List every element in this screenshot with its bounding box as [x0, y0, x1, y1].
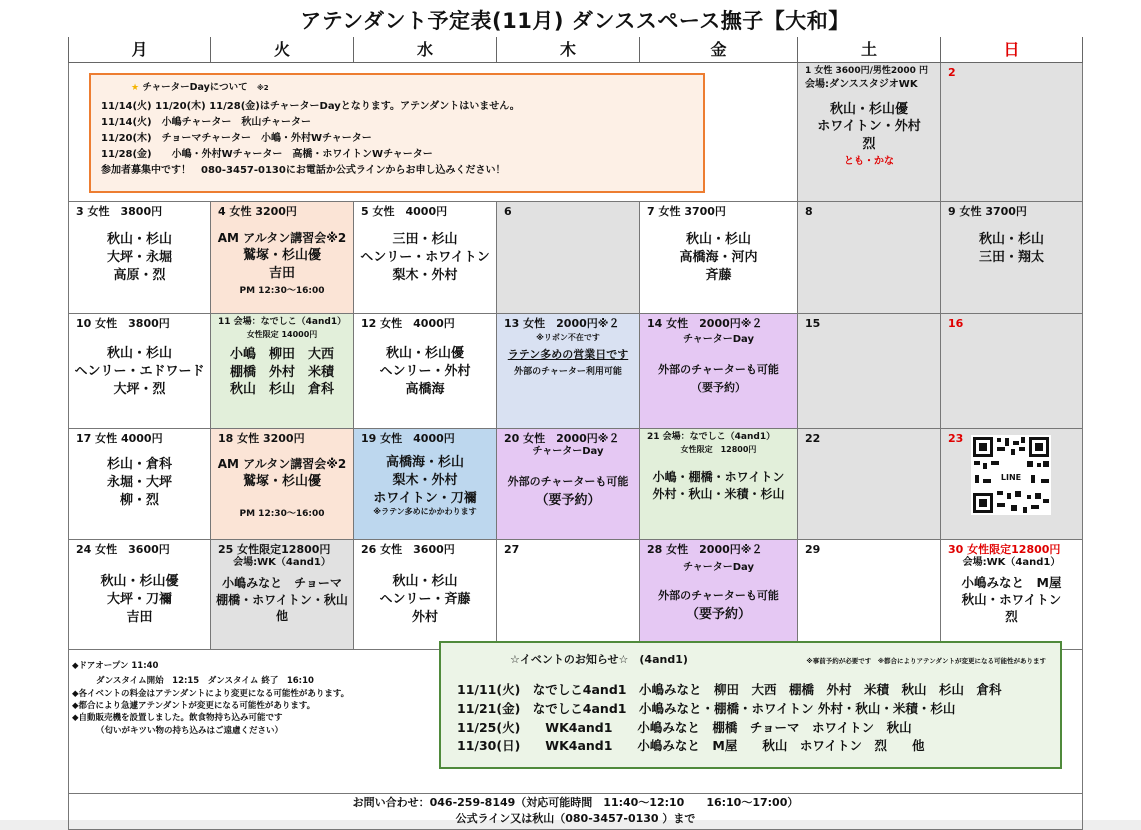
day-3: 3 女性 3800円 秋山・杉山 大坪・永堀 高原・烈 — [68, 202, 210, 314]
weekday-fri: 金 — [639, 37, 797, 63]
day-11: 11 会場：なでしこ（4and1） 女性限定 14000円 小嶋 柳田 大西 棚橋 外村 米積 秋山 杉山 倉科 — [210, 314, 353, 429]
day-12: 12 女性 4000円 秋山・杉山優 ヘンリー・外村 高橋海 — [353, 314, 496, 429]
day-26: 26 女性 3600円 秋山・杉山 ヘンリー・斉藤 外村 — [353, 540, 496, 650]
day-2: 2 — [940, 63, 1083, 202]
day-21: 21 会場：なでしこ（4and1） 女性限定 12800円 小嶋・棚橋・ホワイトン 外村・秋山・米積・杉山 — [639, 429, 797, 540]
day-29: 29 — [797, 540, 940, 650]
contact-footer: お問い合わせ：046-259-8149（対応可能時間 11:40～12:10 16:10～17:00） 公式ライン又は秋山（080-3457-0130 ）まで — [68, 794, 1083, 830]
day-8: 8 — [797, 202, 940, 314]
day-7: 7 女性 3700円 秋山・杉山 高橋海・河内 斉藤 — [639, 202, 797, 314]
day-23: 23 LINE — [940, 429, 1083, 540]
day-9: 9 女性 3700円 秋山・杉山 三田・翔太 — [940, 202, 1083, 314]
qr-line-label: LINE — [997, 473, 1025, 483]
day-6: 6 — [496, 202, 639, 314]
event-item: 11/11(火) なでしこ4and1 小嶋みなと 柳田 大西 棚橋 外村 米積 秋山 杉山 倉科 — [457, 682, 1002, 697]
day-20: 20 女性 2000円※２ チャーターDay 外部のチャーターも可能 （要予約） — [496, 429, 639, 540]
day-27: 27 — [496, 540, 639, 650]
event-notice-note: ※事前予約が必要です ※都合によりアテンダントが変更になる可能性があります — [806, 657, 1046, 665]
star-icon: ★ — [131, 83, 140, 93]
day-25: 25 女性限定12800円 会場:WK（4and1） 小嶋みなと チョーマ 棚橋・ホワイトン・秋山 他 — [210, 540, 353, 650]
event-item: 11/25(火) WK4and1 小嶋みなと 棚橋 チョーマ ホワイトン 秋山 — [457, 719, 912, 735]
day-28: 28 女性 2000円※２ チャーターDay 外部のチャーターも可能 （要予約） — [639, 540, 797, 650]
charter-day-info-box: ★ チャーターDayについて ※2 11/14(火) 11/20(木) 11/28(金)はチャーターDayとなります。アテンダントはいません。 11/14(火) 小嶋チャーター 秋山チャーター 11/20(木) チョーマチャーター 小嶋・外村Wチャーター 11/28(金) 小嶋・外村Wチャーター 高橋・ホワイトンWチャーター 参加者募集中です！ 080-3457-0130にお電話か公式ラインからお申し込みください！ — [89, 73, 705, 193]
day-5: 5 女性 4000円 三田・杉山 ヘンリー・ホワイトン 梨木・外村 — [353, 202, 496, 314]
day-10: 10 女性 3800円 秋山・杉山 ヘンリー・エドワード 大坪・烈 — [68, 314, 210, 429]
day-19: 19 女性 4000円 高橋海・杉山 梨木・外村 ホワイトン・刀禰 ※ラテン多めにかかわります — [353, 429, 496, 540]
event-notice-title: ☆イベントのお知らせ☆ (4and1) — [510, 653, 688, 666]
weekday-mon: 月 — [68, 37, 210, 63]
day-14: 14 女性 2000円※２ チャーターDay 外部のチャーターも可能 （要予約） — [639, 314, 797, 429]
day-4: 4 女性 3200円 AM アルタン講習会※2 鷲塚・杉山優 吉田 PM 12:30～16:00 — [210, 202, 353, 314]
weekday-sun: 日 — [940, 37, 1083, 63]
day-17: 17 女性 4000円 杉山・倉科 永堀・大坪 柳・烈 — [68, 429, 210, 540]
weekday-tue: 火 — [210, 37, 353, 63]
day-22: 22 — [797, 429, 940, 540]
event-item: 11/21(金) なでしこ4and1 小嶋みなと・棚橋・ホワイトン 外村・秋山・米積・杉山 — [457, 700, 956, 716]
weekday-sat: 土 — [797, 37, 940, 63]
day-15: 15 — [797, 314, 940, 429]
event-item: 11/30(日) WK4and1 小嶋みなと M屋 秋山 ホワイトン 烈 他 — [457, 738, 925, 754]
notes-block: ◆ドアオープン 11:40 ダンスタイム開始 12:15 ダンスタイム 終了 16:10 ◆各イベントの料金はアテンダントにより変更になる可能性があります。 ◆都合により急遽アテンダントが変更になる可能性があります。 ◆自動販売機を設置しました。飲食物持ち込み可能です （匂いがキツい物の持ち込みはご遠慮ください） — [72, 661, 350, 736]
day-1: 1 女性 3600円/男性2000 円 会場:ダンススタジオWK 秋山・杉山優 ホワイトン・外村 烈 とも・かな — [797, 63, 940, 202]
weekday-thu: 木 — [496, 37, 639, 63]
day-18: 18 女性 3200円 AM アルタン講習会※2 鷲塚・杉山優 PM 12:30～16:00 — [210, 429, 353, 540]
page-title: アテンダント予定表(11月) ダンススペース撫子【大和】 — [300, 9, 850, 33]
day-16: 16 — [940, 314, 1083, 429]
day-24: 24 女性 3600円 秋山・杉山優 大坪・刀禰 吉田 — [68, 540, 210, 650]
day-30: 30 女性限定12800円 会場:WK（4and1） 小嶋みなと M屋 秋山・ホワイトン 烈 — [940, 540, 1083, 650]
weekday-wed: 水 — [353, 37, 496, 63]
day-13: 13 女性 2000円※２ ※リボン不在です ラテン多めの営業日です 外部のチャーター利用可能 — [496, 314, 639, 429]
event-notice-box — [439, 641, 1062, 769]
